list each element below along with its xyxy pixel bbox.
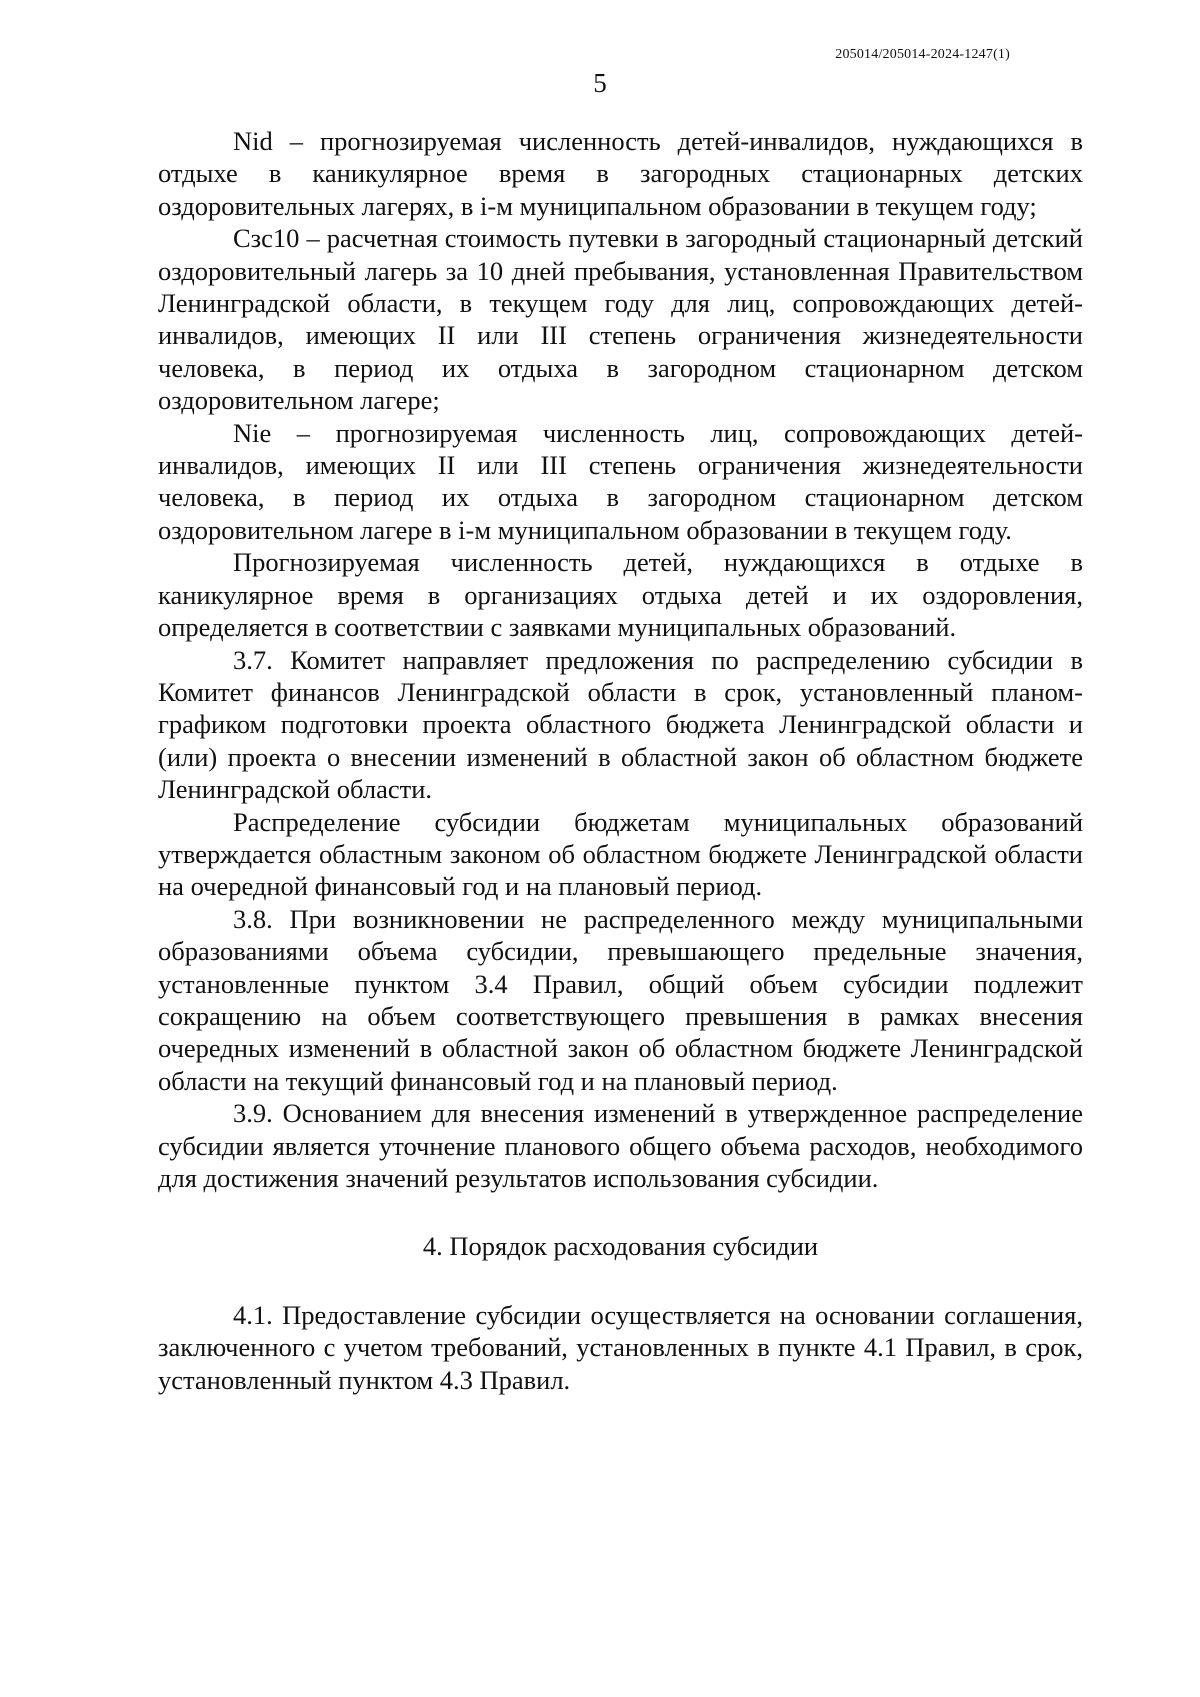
document-id: 205014/205014-2024-1247(1): [835, 47, 1010, 62]
paragraph-3-8: 3.8. При возникновении не распределенного между муниципальными образованиями объема субсидии, превышающего предельные значения, установленные пунктом 3.4 Правил, общий объем субсидии подлежит сокращению на объем соответствующего превышения в рамках внесения очередных изменений в областной закон об областном бюджете Ленинградской области на текущий финансовый год и на плановый период.: [158, 903, 1083, 1096]
paragraph-distribution: Распределение субсидии бюджетам муниципальных образований утверждается областным законом об областном бюджете Ленинградской области на очередной финансовый год и на плановый период.: [158, 806, 1083, 902]
section-heading: 4. Порядок расходования субсидии: [422, 1231, 819, 1262]
paragraph-csz10: Cзс10 – расчетная стоимость путевки в загородный стационарный детский оздоровительный лагерь за 10 дней пребывания, установленная Правительством Ленинградской области, в текущем году для лиц, сопровождающих детей-инвалидов, имеющих II или III степень ограничения жизнедеятельности человека, в период их отдыха в загородном стационарном детском оздоровительном лагере;: [158, 223, 1083, 416]
document-body: [158, 125, 1083, 1396]
paragraph-nid: Nid – прогнозируемая численность детей-инвалидов, нуждающихся в отдыхе в каникулярное время в загородных стационарных детских оздоровительных лагерях, в i-м муниципальном образовании в текущем году;: [158, 126, 1083, 221]
paragraph-3-9: 3.9. Основанием для внесения изменений в утвержденное распределение субсидии является уточнение планового общего объема расходов, необходимого для достижения значений результатов использования субсидии.: [158, 1098, 1083, 1193]
paragraph-forecast: Прогнозируемая численность детей, нуждающихся в отдыхе в каникулярное время в организациях отдыха детей и их оздоровления, определяется в соответствии с заявками муниципальных образований.: [158, 547, 1083, 643]
paragraph-4-1: 4.1. Предоставление субсидии осуществляется на основании соглашения, заключенного с учетом требований, установленных в пункте 4.1 Правил, в срок, установленный пунктом 4.3 Правил.: [158, 1299, 1083, 1395]
paragraph-3-7: 3.7. Комитет направляет предложения по распределению субсидии в Комитет финансов Ленинградской области в срок, установленный планом-графиком подготовки проекта областного бюджета Ленинградской области и (или) проекта о внесении изменений в областной закон об областном бюджете Ленинградской области.: [158, 644, 1083, 805]
paragraph-nie: Nie – прогнозируемая численность лиц, сопровождающих детей-инвалидов, имеющих II или III степень ограничения жизнедеятельности человека, в период их отдыха в загородном стационарном детском оздоровительном лагере в i-м муниципальном образовании в текущем году.: [158, 417, 1083, 545]
page-number: 5: [593, 68, 607, 98]
